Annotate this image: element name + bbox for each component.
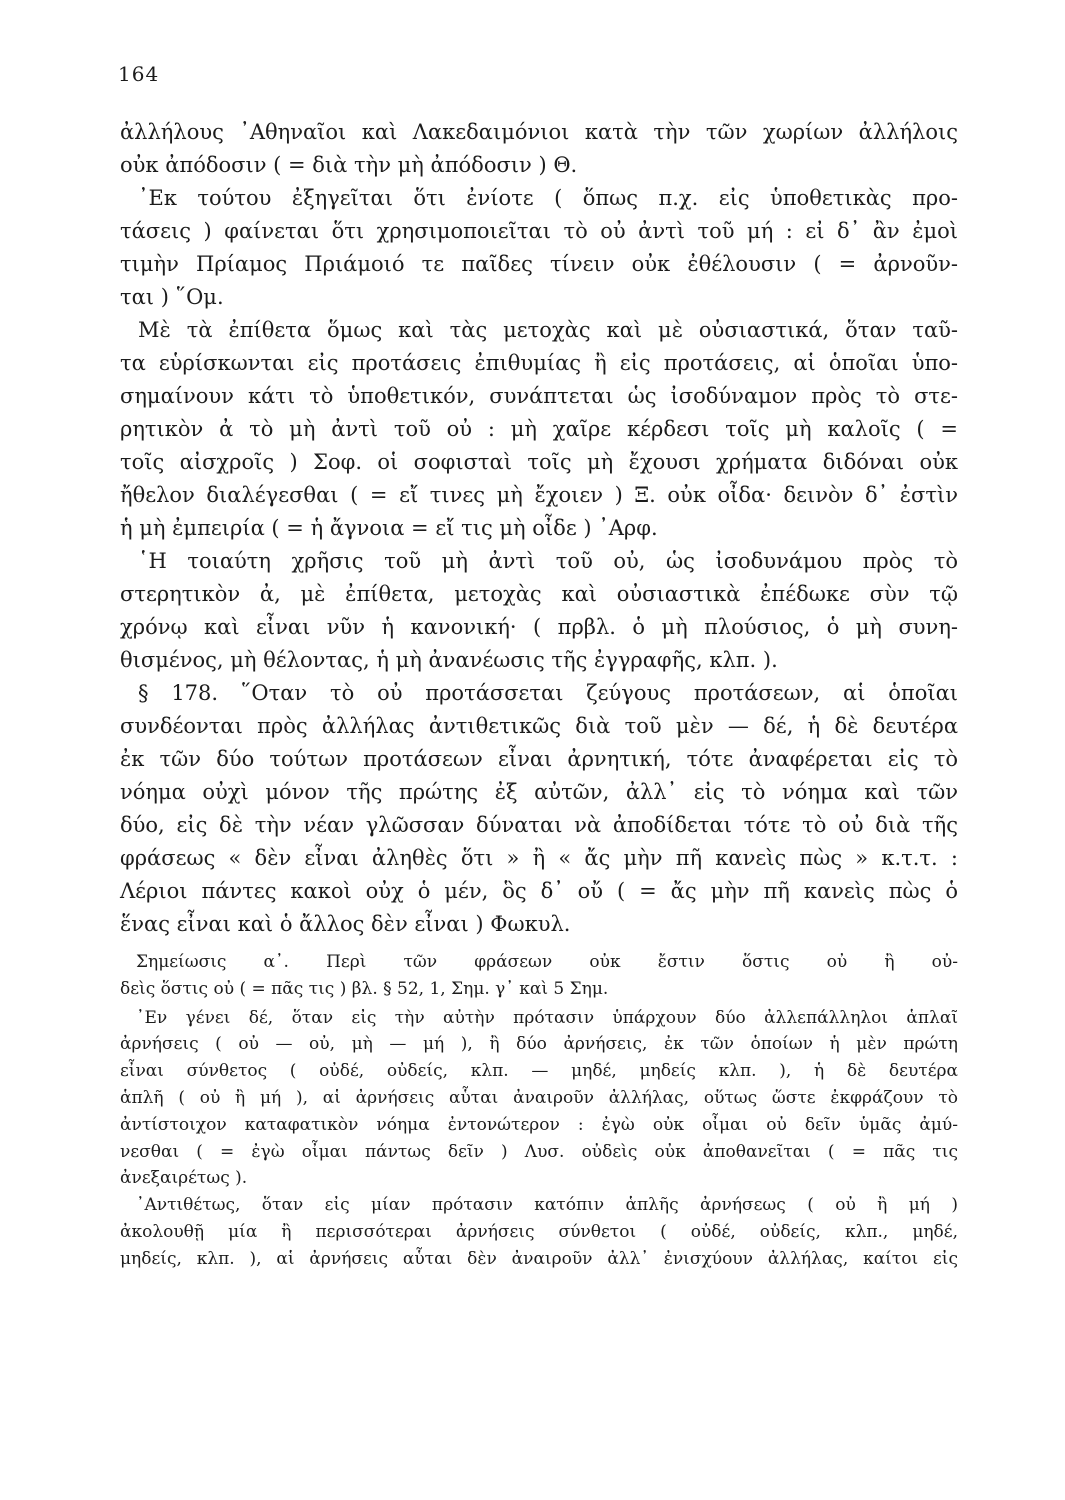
note-line: δεὶς ὅστις οὐ ( = πᾶς τις ) βλ. § 52, 1, Σημ. γ᾽ καὶ 5 Σημ. bbox=[120, 978, 609, 999]
text-line: ἡ μὴ ἐμπειρία ( = ἡ ἄγνοια = εἴ τις μὴ οἶδε ) ᾿Αρφ. bbox=[120, 516, 658, 540]
note-line: ἀρνήσεις ( οὐ — οὐ, μὴ — μή ), ἢ δύο ἀρνήσεις, ἐκ τῶν ὁποίων ἡ μὲν πρώτη bbox=[120, 1034, 958, 1055]
note-line: εἶναι σύνθετος ( οὐδέ, οὐδείς, κλπ. — μηδέ, μηδείς κλπ. ), ἡ δὲ δευτέρα bbox=[120, 1061, 958, 1082]
note-line: νεσθαι ( = ἐγὼ οἶμαι πάντως δεῖν ) Λυσ. οὐδεὶς οὐκ ἀποθανεῖται ( = πᾶς τις bbox=[120, 1141, 958, 1162]
text-line: τα εὑρίσκωνται εἰς προτάσεις ἐπιθυμίας ἢ εἰς προτάσεις, αἱ ὁποῖαι ὑπο- bbox=[120, 351, 958, 375]
page-number: 164 bbox=[118, 62, 160, 86]
section-heading-line: § 178. ῞Οταν τὸ οὐ προτάσσεται ζεύγους προτάσεων, αἱ ὁποῖαι bbox=[138, 681, 958, 705]
text-line: ῾Η τοιαύτη χρῆσις τοῦ μὴ ἀντὶ τοῦ οὐ, ὡς ἰσοδυνάμου πρὸς τὸ bbox=[138, 549, 958, 573]
text-line: φράσεως « δὲν εἶναι ἀληθὲς ὅτι » ἢ « ἄς μὴν πῆ κανεὶς πὼς » κ.τ.τ. : bbox=[120, 846, 958, 870]
text-line: χρόνῳ καὶ εἶναι νῦν ἡ κανονική· ( πρβλ. ὁ μὴ πλούσιος, ὁ μὴ συνη- bbox=[120, 615, 958, 639]
text-line: συνδέονται πρὸς ἀλλήλας ἀντιθετικῶς διὰ τοῦ μὲν — δέ, ἡ δὲ δευτέρα bbox=[120, 714, 958, 738]
text-line: τάσεις ) φαίνεται ὅτι χρησιμοποιεῖται τὸ οὐ ἀντὶ τοῦ μή : εἰ δ᾽ ἂν ἐμοὶ bbox=[120, 219, 958, 243]
text-line: ἀλλήλους ᾿Αθηναῖοι καὶ Λακεδαιμόνιοι κατὰ τὴν τῶν χωρίων ἀλλήλοις bbox=[120, 120, 958, 144]
note-line: ἀντίστοιχον καταφατικὸν νόημα ἐντονώτερον : ἐγὼ οὐκ οἶμαι οὐ δεῖν ὑμᾶς ἀμύ- bbox=[120, 1114, 958, 1135]
text-line: στερητικὸν ἀ, μὲ ἐπίθετα, μετοχὰς καὶ οὐσιαστικὰ ἐπέδωκε σὺν τῷ bbox=[120, 582, 958, 606]
note-line: ἀκολουθῇ μία ἢ περισσότεραι ἀρνήσεις σύνθετοι ( οὐδέ, οὐδείς, κλπ., μηδέ, bbox=[120, 1221, 958, 1242]
page-body bbox=[120, 116, 958, 1273]
text-line: Λέριοι πάντες κακοὶ οὐχ ὁ μέν, ὃς δ᾽ οὔ ( = ἄς μὴν πῆ κανεὶς πὼς ὁ bbox=[120, 879, 958, 903]
note-line: ᾿Εν γένει δέ, ὅταν εἰς τὴν αὐτὴν πρότασιν ὑπάρχουν δύο ἀλλεπάλληλοι ἁπλαῖ bbox=[136, 1007, 958, 1028]
note-line: ἀνεξαιρέτως ). bbox=[120, 1168, 248, 1189]
text-line: ται ) ῞Ομ. bbox=[120, 285, 224, 309]
text-line: θισμένος, μὴ θέλοντας, ἡ μὴ ἀνανέωσις τῆς ἐγγραφῆς, κλπ. ). bbox=[120, 648, 778, 672]
note-line: ᾿Αντιθέτως, ὅταν εἰς μίαν πρότασιν κατόπιν ἁπλῆς ἀρνήσεως ( οὐ ἢ μή ) bbox=[136, 1195, 958, 1216]
text-line: ἤθελον διαλέγεσθαι ( = εἴ τινες μὴ ἔχοιεν ) Ξ. οὐκ οἶδα· δεινὸν δ᾽ ἐστὶν bbox=[120, 483, 958, 507]
note-line: ἁπλῆ ( οὐ ἢ μή ), αἱ ἀρνήσεις αὗται ἀναιροῦν ἀλλήλας, οὕτως ὥστε ἐκφράζουν τὸ bbox=[120, 1087, 958, 1108]
text-line: ᾿Εκ τούτου ἐξηγεῖται ὅτι ἐνίοτε ( ὅπως π.χ. εἰς ὑποθετικὰς προ- bbox=[138, 186, 958, 210]
note-line: Σημείωσις α᾽. Περὶ τῶν φράσεων οὐκ ἔστιν ὅστις οὐ ἢ οὐ- bbox=[136, 952, 958, 972]
text-line: τοῖς αἰσχροῖς ) Σοφ. οἱ σοφισταὶ τοῖς μὴ ἔχουσι χρήματα διδόναι οὐκ bbox=[120, 450, 958, 474]
text-line: ρητικὸν ἀ τὸ μὴ ἀντὶ τοῦ οὐ : μὴ χαῖρε κέρδεσι τοῖς μὴ καλοῖς ( = bbox=[120, 417, 958, 441]
text-line: σημαίνουν κάτι τὸ ὑποθετικόν, συνάπτεται ὡς ἰσοδύναμον πρὸς τὸ στε- bbox=[120, 384, 958, 408]
text-line: οὐκ ἀπόδοσιν ( = διὰ τὴν μὴ ἀπόδοσιν ) Θ. bbox=[120, 153, 578, 177]
text-line: ἕνας εἶναι καὶ ὁ ἄλλος δὲν εἶναι ) Φωκυλ. bbox=[120, 912, 571, 936]
text-line: δύο, εἰς δὲ τὴν νέαν γλῶσσαν δύναται νὰ ἀποδίδεται τότε τὸ οὐ διὰ τῆς bbox=[120, 813, 958, 837]
text-line: νόημα οὐχὶ μόνον τῆς πρώτης ἐξ αὐτῶν, ἀλλ᾽ εἰς τὸ νόημα καὶ τῶν bbox=[120, 780, 958, 804]
text-line: ἐκ τῶν δύο τούτων προτάσεων εἶναι ἀρνητική, τότε ἀναφέρεται εἰς τὸ bbox=[120, 747, 958, 771]
text-line: τιμὴν Πρίαμος Πριάμοιό τε παῖδες τίνειν οὐκ ἐθέλουσιν ( = ἀρνοῦν- bbox=[120, 252, 958, 276]
note-line: μηδείς, κλπ. ), αἱ ἀρνήσεις αὗται δὲν ἀναιροῦν ἀλλ᾽ ἐνισχύουν ἀλλήλας, καίτοι εἰς bbox=[120, 1248, 958, 1269]
text-line: Μὲ τὰ ἐπίθετα ὅμως καὶ τὰς μετοχὰς καὶ μὲ οὐσιαστικά, ὅταν ταῦ- bbox=[138, 318, 958, 342]
